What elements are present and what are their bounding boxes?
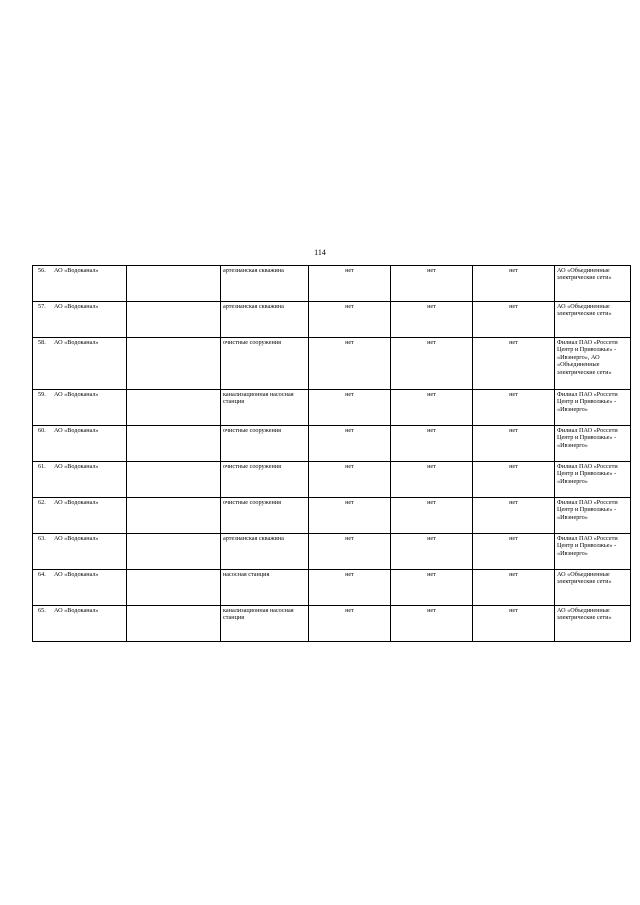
flag-cell-3: нет (473, 462, 555, 498)
flag-cell-2: нет (391, 426, 473, 462)
empty-cell (127, 266, 221, 302)
table-row (33, 426, 631, 462)
org-name: АО «Водоканал» (54, 607, 99, 614)
row-number: 60. (38, 427, 46, 434)
flag-cell-1: нет (309, 462, 391, 498)
table-row (33, 570, 631, 606)
flag-cell-1: нет (309, 338, 391, 390)
object-cell: очистные сооружения (221, 462, 309, 498)
flag-cell-2: нет (391, 302, 473, 338)
org-name: АО «Водоканал» (54, 499, 99, 506)
table-row (33, 266, 631, 302)
row-number: 59. (38, 391, 46, 398)
flag-cell-3: нет (473, 302, 555, 338)
flag-cell-1: нет (309, 498, 391, 534)
object-cell: артезианская скважина (221, 302, 309, 338)
row-number: 65. (38, 607, 46, 614)
flag-cell-2: нет (391, 266, 473, 302)
supplier-cell: Филиал ПАО «Россети Центр и Приволжье» - «Ивэнерго» (555, 426, 631, 462)
flag-cell-3: нет (473, 498, 555, 534)
org-cell (33, 534, 127, 570)
flag-cell-3: нет (473, 606, 555, 642)
flag-cell-1: нет (309, 266, 391, 302)
row-number: 62. (38, 499, 46, 506)
supplier-cell: Филиал ПАО «Россети Центр и Приволжье» - «Ивэнерго» (555, 498, 631, 534)
org-cell (33, 426, 127, 462)
object-cell: канализационная насосная станция (221, 390, 309, 426)
empty-cell (127, 498, 221, 534)
org-name: АО «Водоканал» (54, 463, 99, 470)
flag-cell-3: нет (473, 338, 555, 390)
supplier-cell: АО «Объединенные электрические сети» (555, 302, 631, 338)
empty-cell (127, 606, 221, 642)
flag-cell-3: нет (473, 570, 555, 606)
flag-cell-2: нет (391, 462, 473, 498)
flag-cell-3: нет (473, 426, 555, 462)
supplier-cell: Филиал ПАО «Россети Центр и Приволжье» - «Ивэнерго» (555, 534, 631, 570)
object-cell: очистные сооружения (221, 338, 309, 390)
flag-cell-3: нет (473, 390, 555, 426)
empty-cell (127, 462, 221, 498)
supplier-cell: Филиал ПАО «Россети Центр и Приволжье» - «Ивэнерго», АО «Объединенные электрические сети» (555, 338, 631, 390)
flag-cell-1: нет (309, 570, 391, 606)
table-row (33, 606, 631, 642)
flag-cell-1: нет (309, 426, 391, 462)
row-number: 58. (38, 339, 46, 346)
org-cell (33, 606, 127, 642)
org-name: АО «Водоканал» (54, 571, 99, 578)
supplier-cell: АО «Объединенные электрические сети» (555, 570, 631, 606)
facilities-table (32, 265, 631, 642)
org-name: АО «Водоканал» (54, 303, 99, 310)
empty-cell (127, 534, 221, 570)
object-cell: канализационная насосная станция (221, 606, 309, 642)
supplier-cell: АО «Объединенные электрические сети» (555, 606, 631, 642)
table-row (33, 338, 631, 390)
org-cell (33, 462, 127, 498)
flag-cell-1: нет (309, 606, 391, 642)
flag-cell-2: нет (391, 606, 473, 642)
supplier-cell: АО «Объединенные электрические сети» (555, 266, 631, 302)
object-cell: артезианская скважина (221, 266, 309, 302)
table-row (33, 534, 631, 570)
flag-cell-3: нет (473, 266, 555, 302)
org-cell (33, 498, 127, 534)
supplier-cell: Филиал ПАО «Россети Центр и Приволжье» - «Ивэнерго» (555, 462, 631, 498)
table-row (33, 462, 631, 498)
empty-cell (127, 426, 221, 462)
table-row (33, 390, 631, 426)
org-name: АО «Водоканал» (54, 391, 99, 398)
table-row (33, 302, 631, 338)
table-row (33, 498, 631, 534)
object-cell: артезианская скважина (221, 534, 309, 570)
org-cell (33, 266, 127, 302)
org-cell (33, 302, 127, 338)
org-cell (33, 338, 127, 390)
org-name: АО «Водоканал» (54, 427, 99, 434)
flag-cell-1: нет (309, 390, 391, 426)
flag-cell-1: нет (309, 302, 391, 338)
flag-cell-1: нет (309, 534, 391, 570)
flag-cell-2: нет (391, 534, 473, 570)
row-number: 57. (38, 303, 46, 310)
org-cell (33, 390, 127, 426)
flag-cell-3: нет (473, 534, 555, 570)
row-number: 63. (38, 535, 46, 542)
flag-cell-2: нет (391, 498, 473, 534)
flag-cell-2: нет (391, 390, 473, 426)
empty-cell (127, 390, 221, 426)
flag-cell-2: нет (391, 570, 473, 606)
page-number: 114 (314, 248, 326, 257)
empty-cell (127, 570, 221, 606)
flag-cell-2: нет (391, 338, 473, 390)
org-cell (33, 570, 127, 606)
org-name: АО «Водоканал» (54, 267, 99, 274)
object-cell: очистные сооружения (221, 426, 309, 462)
supplier-cell: Филиал ПАО «Россети Центр и Приволжье» - «Ивэнерго» (555, 390, 631, 426)
empty-cell (127, 338, 221, 390)
object-cell: очистные сооружения (221, 498, 309, 534)
empty-cell (127, 302, 221, 338)
row-number: 64. (38, 571, 46, 578)
row-number: 56. (38, 267, 46, 274)
object-cell: насосная станция (221, 570, 309, 606)
row-number: 61. (38, 463, 46, 470)
org-name: АО «Водоканал» (54, 535, 99, 542)
org-name: АО «Водоканал» (54, 339, 99, 346)
